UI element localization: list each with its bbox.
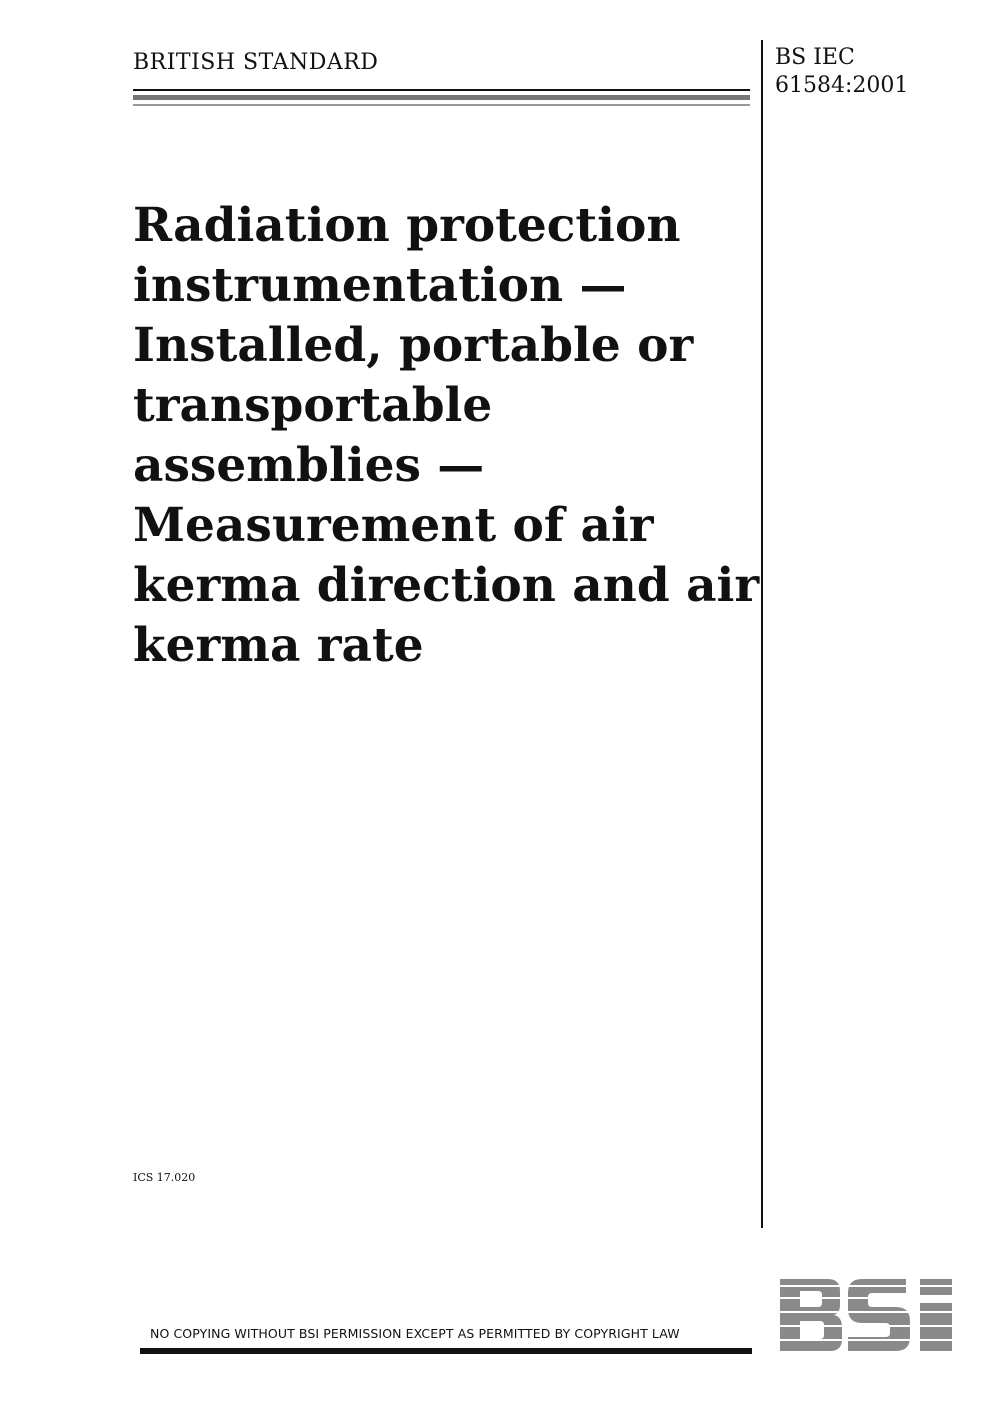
footer-rule	[140, 1348, 752, 1354]
title-line: kerma rate	[133, 618, 424, 673]
title-line: Installed, portable or	[133, 318, 694, 373]
title-line: instrumentation —	[133, 258, 627, 313]
title-line: Radiation protection	[133, 198, 681, 253]
title-line: kerma direction and air	[133, 558, 760, 613]
standard-number	[775, 44, 908, 100]
title-line: transportable	[133, 378, 493, 433]
vertical-divider	[761, 40, 763, 1228]
standard-number-line2: 61584:2001	[775, 73, 909, 98]
header-series-label: BRITISH STANDARD	[133, 50, 379, 75]
title-line: Measurement of air	[133, 498, 654, 553]
document-title	[133, 196, 760, 676]
header-rule-thin	[133, 89, 750, 91]
copyright-notice: NO COPYING WITHOUT BSI PERMISSION EXCEPT AS PERMITTED BY COPYRIGHT LAW	[150, 1326, 680, 1341]
header-rule-thick	[133, 95, 750, 100]
ics-code: ICS 17.020	[133, 1171, 196, 1184]
header-rule-light	[133, 104, 750, 106]
title-line: assemblies —	[133, 438, 485, 493]
standard-number-line1: BS IEC	[775, 45, 855, 70]
bsi-logo	[778, 1275, 956, 1355]
